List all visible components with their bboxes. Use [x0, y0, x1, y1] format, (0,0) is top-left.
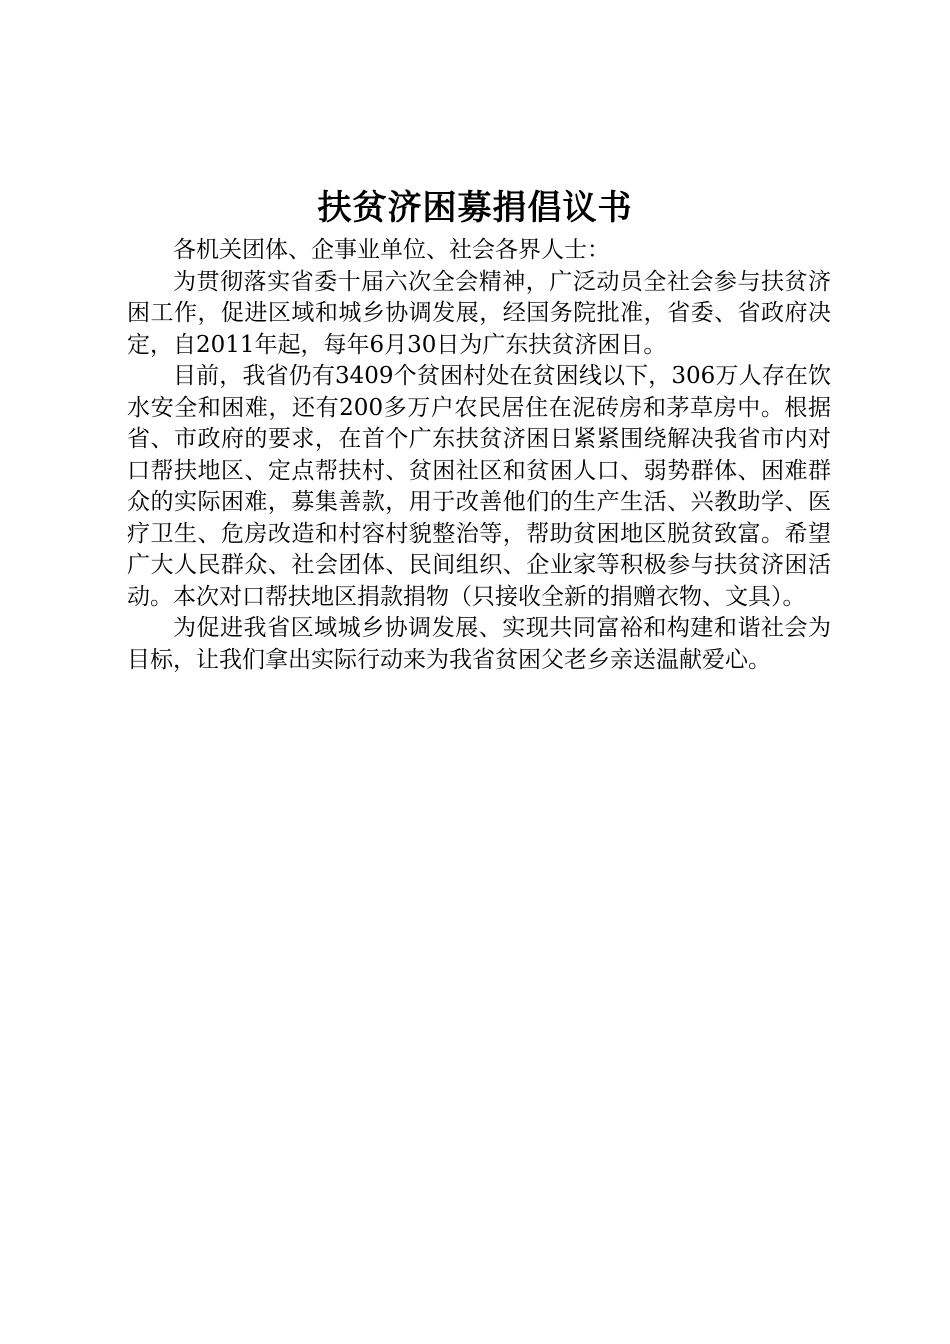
paragraph-1: 为贯彻落实省委十届六次全会精神，广泛动员全社会参与扶贫济困工作，促进区域和城乡协调发展，经国务院批准，省委、省政府决定，自2011年起，每年6月30日为广东扶贫济困日。 — [127, 268, 831, 358]
salutation: 各机关团体、企事业单位、社会各界人士： — [173, 237, 610, 263]
paragraph-3: 为促进我省区域城乡协调发展、实现共同富裕和构建和谐社会为目标，让我们拿出实际行动来为我省贫困父老乡亲送温献爱心。 — [127, 615, 831, 673]
paragraph-2: 目前，我省仍有3409个贫困村处在贫困线以下，306万人存在饮水安全和困难，还有200多万户农民居住在泥砖房和茅草房中。根据省、市政府的要求，在首个广东扶贫济困日紧紧围绕解决我省市内对口帮扶地区、定点帮扶村、贫困社区和贫困人口、弱势群体、困难群众的实际困难，募集善款，用于改善他们的生产生活、兴教助学、医疗卫生、危房改造和村容村貌整治等，帮助贫困地区脱贫致富。希望广大人民群众、社会团体、民间组织、企业家等积极参与扶贫济困活动。本次对口帮扶地区捐款捐物（只接收全新的捐赠衣物、文具）。 — [127, 363, 831, 610]
document-title: 扶贫济困募捐倡议书 — [317, 188, 633, 228]
document-body — [127, 235, 831, 676]
